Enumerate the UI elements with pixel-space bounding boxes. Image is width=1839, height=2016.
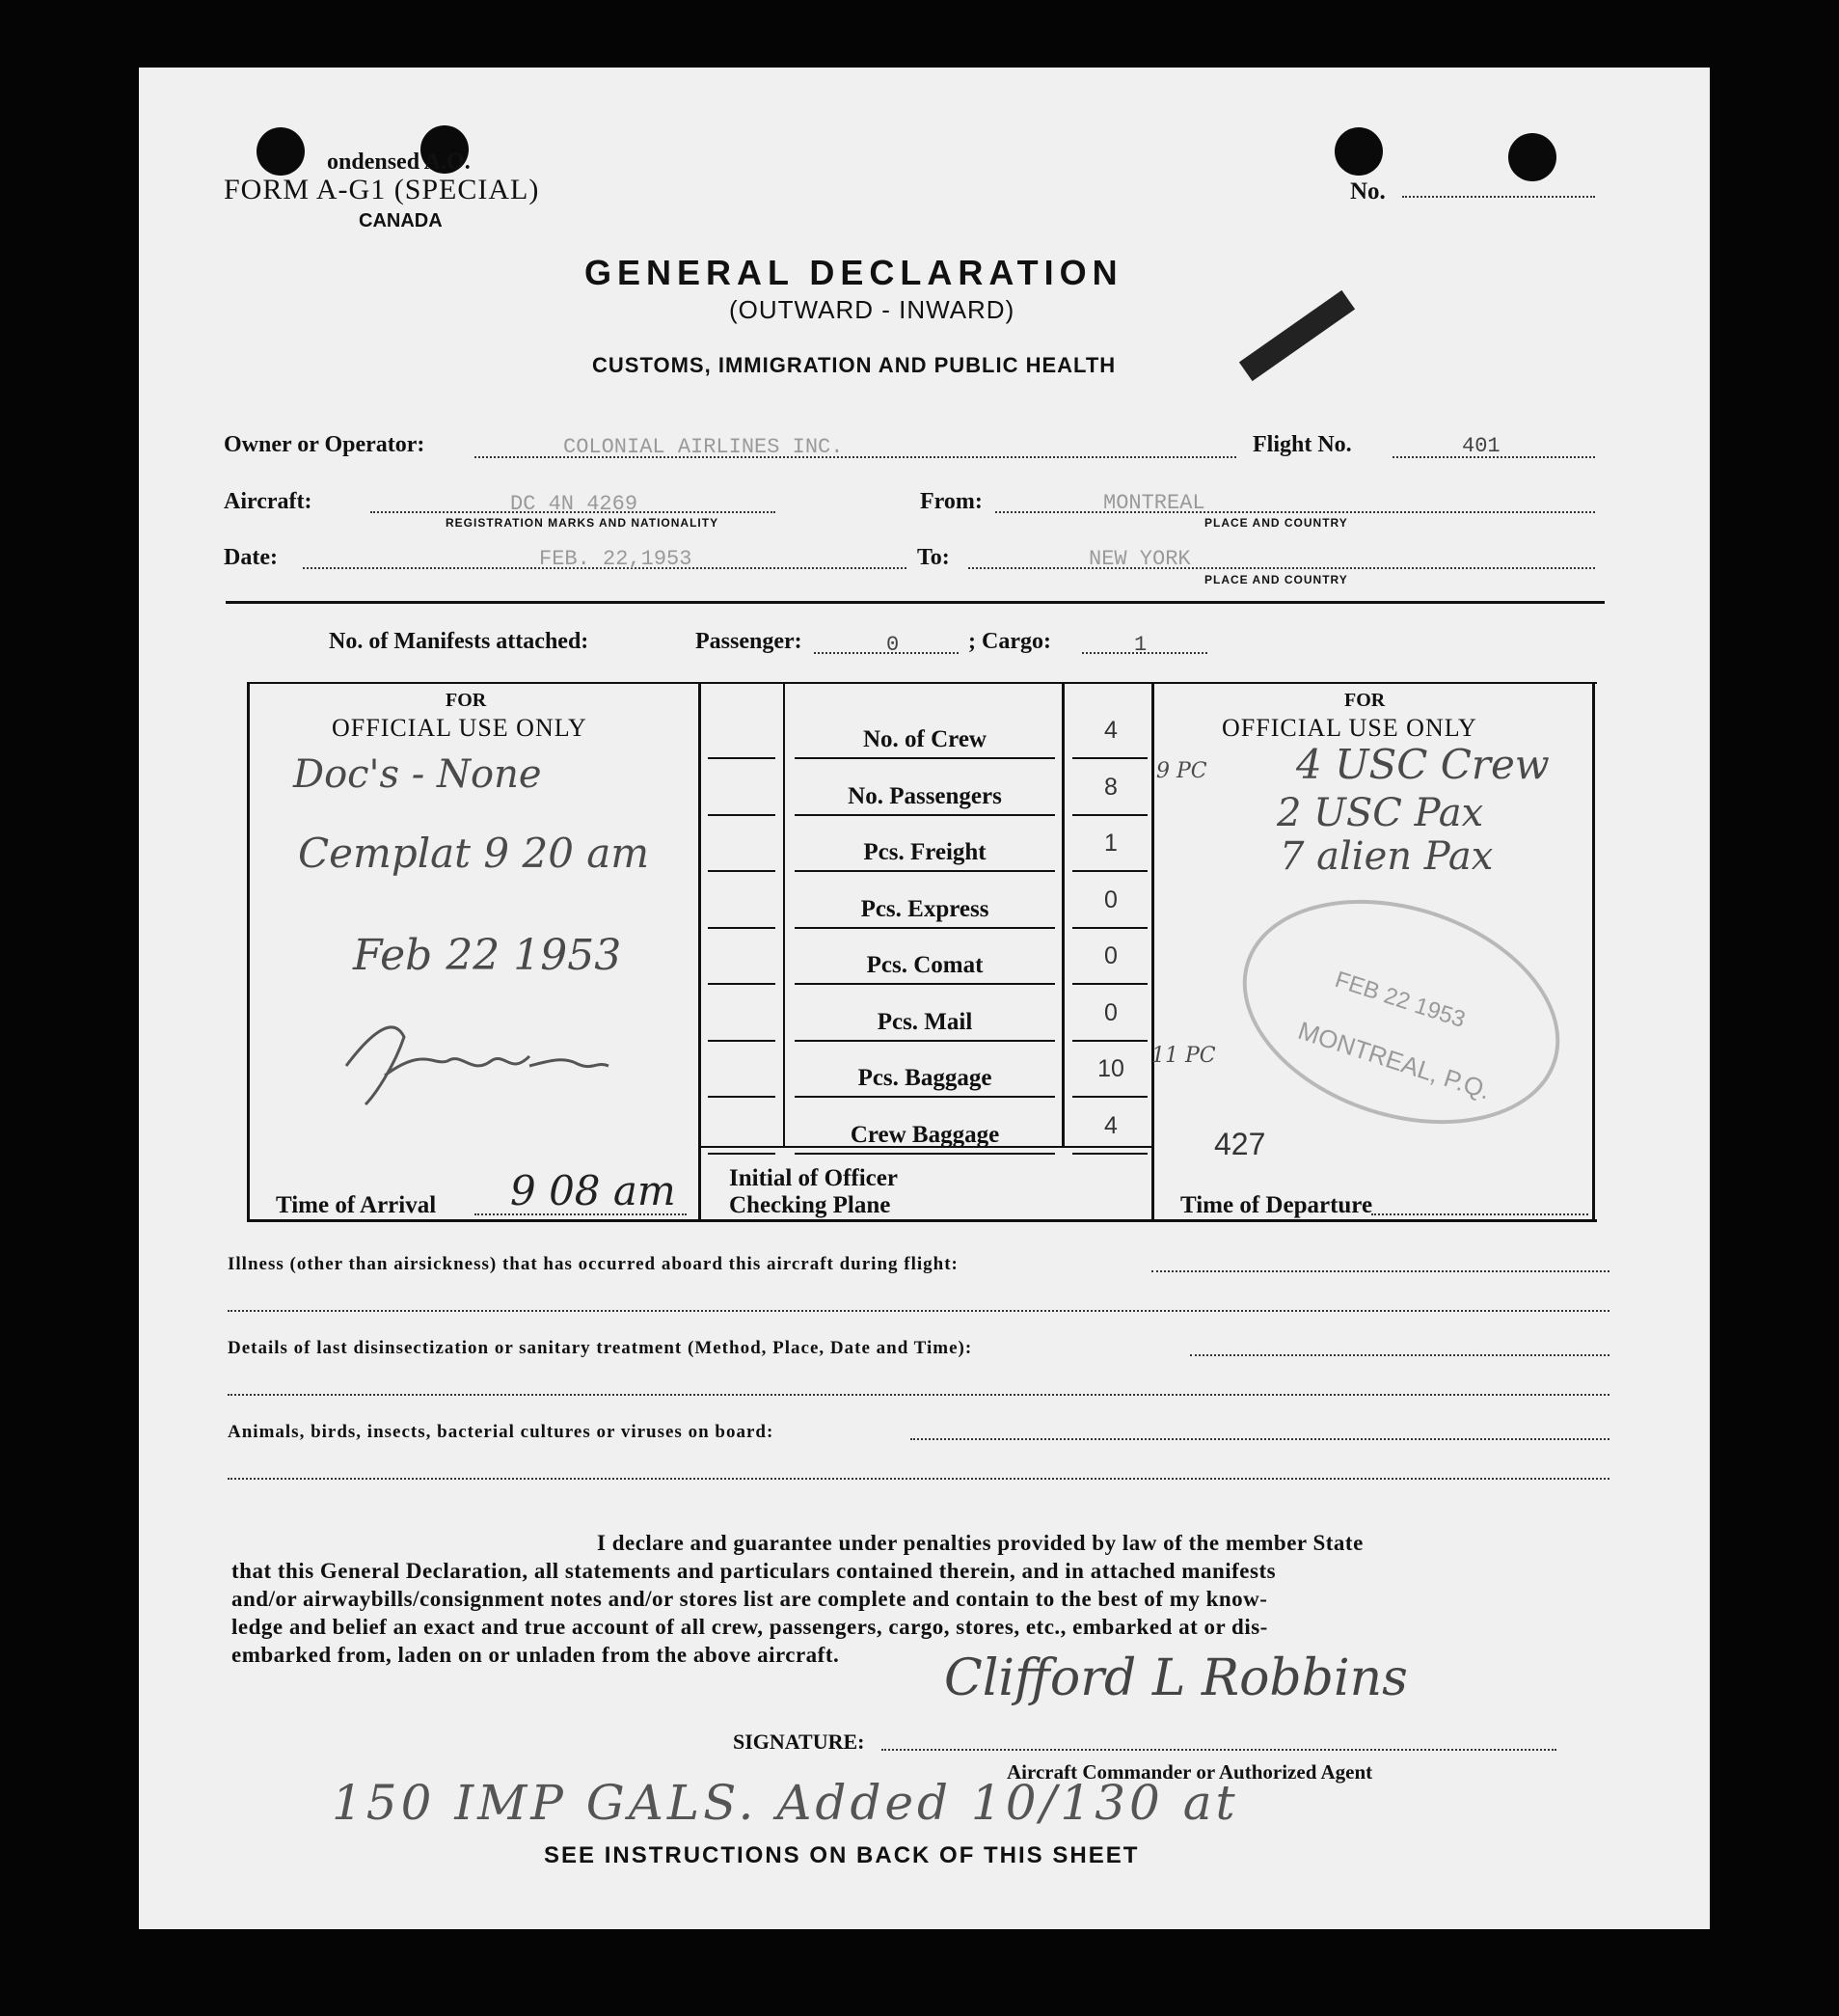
owner-label: Owner or Operator: <box>224 432 425 457</box>
routing-stamp <box>1239 290 1355 381</box>
handwritten-note-pax: 2 USC Pax <box>1277 791 1484 835</box>
form-subject: CUSTOMS, IMMIGRATION AND PUBLIC HEALTH <box>592 353 1117 377</box>
row-rule <box>1072 814 1148 816</box>
owner-value: COLONIAL AIRLINES INC. <box>563 435 844 459</box>
table-col3 <box>1062 682 1065 1147</box>
handwritten-baggage-note: 11 PC <box>1151 1044 1216 1068</box>
row-rule <box>795 1040 1055 1042</box>
declaration-line-5: embarked from, laden on or unladen from the above aircraft. <box>231 1643 840 1667</box>
form-subtitle: (OUTWARD - INWARD) <box>729 295 1015 324</box>
declaration-line-1: I declare and guarantee under penalties provided by law of the member State <box>597 1531 1364 1555</box>
customs-stamp-date: FEB 22 1953 <box>1332 967 1469 1034</box>
row-label: Crew Baggage <box>850 1122 1000 1148</box>
disinsection-line-1 <box>1190 1354 1609 1356</box>
from-line <box>995 511 1595 513</box>
fuel-note: 150 IMP GALS. Added 10/130 at <box>332 1775 1239 1831</box>
row-rule <box>708 870 775 872</box>
divider <box>226 601 1605 604</box>
row-rule <box>795 757 1055 759</box>
row-rule <box>708 1153 775 1155</box>
row-value: 4 <box>1104 717 1118 744</box>
manifests-passenger-label: Passenger: <box>695 629 802 654</box>
form-no-label: No. <box>1350 178 1386 204</box>
row-rule <box>708 1040 775 1042</box>
row-value: 0 <box>1104 999 1118 1026</box>
row-value: 0 <box>1104 942 1118 969</box>
table-col1 <box>698 682 701 1222</box>
flight-label: Flight No. <box>1253 432 1352 457</box>
punch-hole <box>1508 133 1556 181</box>
handwritten-note-alien: 7 alien Pax <box>1280 834 1494 879</box>
signature-handwritten: Clifford L Robbins <box>944 1649 1408 1707</box>
officer-initial-label-1: Initial of Officer <box>729 1165 898 1191</box>
row-label: Pcs. Baggage <box>857 1065 992 1091</box>
left-official-header-2: OFFICIAL USE ONLY <box>332 714 587 742</box>
disinsection-line-2 <box>228 1394 1609 1396</box>
table-top <box>247 682 1597 684</box>
manifests-label: No. of Manifests attached: <box>329 629 589 654</box>
form-designation-line1: ondensed A.O. <box>327 150 471 175</box>
from-caption: PLACE AND COUNTRY <box>1204 516 1348 530</box>
customs-stamp <box>1214 861 1589 1162</box>
handwritten-note-complete: Cemplat 9 20 am <box>298 830 650 877</box>
row-rule <box>795 1153 1055 1155</box>
to-value: NEW YORK <box>1089 547 1191 571</box>
right-official-header-1: FOR <box>1344 690 1386 711</box>
row-label: Pcs. Comat <box>866 952 984 978</box>
arrival-value: 9 08 am <box>510 1167 676 1214</box>
row-rule <box>795 814 1055 816</box>
arrival-label: Time of Arrival <box>276 1192 437 1218</box>
right-official-header-2: OFFICIAL USE ONLY <box>1222 714 1477 742</box>
manifests-passenger-value: 0 <box>886 633 900 657</box>
signature-caption: Aircraft Commander or Authorized Agent <box>1007 1760 1373 1784</box>
disinsection-label: Details of last disinsectization or sanitary treatment (Method, Place, Date and Time): <box>228 1338 973 1358</box>
row-label: Pcs. Mail <box>877 1009 973 1035</box>
handwritten-note-date: Feb 22 1953 <box>353 931 622 980</box>
signature-line <box>881 1749 1556 1751</box>
table-bottom <box>247 1219 1597 1222</box>
to-line <box>968 567 1595 569</box>
table-col2 <box>783 682 785 1147</box>
handwritten-officer-initials <box>337 1008 616 1114</box>
illness-line-1 <box>1151 1270 1609 1272</box>
row-value: 0 <box>1104 886 1118 913</box>
row-rule <box>1072 757 1148 759</box>
row-value: 10 <box>1097 1055 1124 1082</box>
form-title: GENERAL DECLARATION <box>584 253 1123 292</box>
illness-label: Illness (other than airsickness) that has occurred aboard this aircraft during flight: <box>228 1254 959 1274</box>
aircraft-caption: REGISTRATION MARKS AND NATIONALITY <box>446 516 719 530</box>
form-sheet <box>139 68 1710 1929</box>
animals-line-2 <box>228 1478 1609 1480</box>
departure-label: Time of Departure <box>1180 1192 1373 1218</box>
aircraft-value: DC 4N 4269 <box>510 492 638 516</box>
aircraft-label: Aircraft: <box>224 489 312 514</box>
from-label: From: <box>920 489 983 514</box>
signature-label: SIGNATURE: <box>733 1730 865 1754</box>
handwritten-pass-note: 9 PC <box>1156 759 1207 783</box>
row-label: No. of Crew <box>863 726 987 752</box>
row-rule <box>708 927 775 929</box>
table-right <box>1592 682 1595 1222</box>
animals-label: Animals, birds, insects, bacterial cultures or viruses on board: <box>228 1422 774 1442</box>
handwritten-note-docs: Doc's - None <box>293 752 542 797</box>
from-value: MONTREAL <box>1103 491 1205 515</box>
footer-instructions: SEE INSTRUCTIONS ON BACK OF THIS SHEET <box>544 1842 1140 1868</box>
row-rule <box>795 1096 1055 1098</box>
row-rule <box>1072 927 1148 929</box>
handwritten-note-crew: 4 USC Crew <box>1296 741 1550 788</box>
row-rule <box>1072 1096 1148 1098</box>
illness-line-2 <box>228 1310 1609 1312</box>
officer-initial-label-2: Checking Plane <box>729 1192 891 1218</box>
date-value: FEB. 22,1953 <box>539 547 692 571</box>
row-rule <box>795 927 1055 929</box>
row-rule <box>1072 1040 1148 1042</box>
row-value: 4 <box>1104 1112 1118 1139</box>
departure-line <box>1371 1213 1588 1215</box>
row-value: 8 <box>1104 774 1118 801</box>
form-designation: FORM A-G1 (SPECIAL) <box>224 174 540 205</box>
form-no-line <box>1402 196 1595 198</box>
left-official-header-1: FOR <box>446 690 487 711</box>
row-rule <box>708 814 775 816</box>
punch-hole <box>257 127 305 176</box>
declaration-line-3: and/or airwaybills/consignment notes and/or stores list are complete and contain to the best of my know- <box>231 1587 1268 1611</box>
table-left <box>247 682 250 1222</box>
row-label: No. Passengers <box>848 783 1002 809</box>
declaration-line-4: ledge and belief an exact and true account of all crew, passengers, cargo, stores, etc., embarked at or dis- <box>231 1615 1268 1639</box>
row-label: Pcs. Freight <box>863 839 987 865</box>
flight-value: 401 <box>1462 434 1501 458</box>
row-rule <box>708 1096 775 1098</box>
row-rule <box>1072 1153 1148 1155</box>
to-caption: PLACE AND COUNTRY <box>1204 573 1348 586</box>
departure-number: 427 <box>1214 1127 1266 1161</box>
customs-stamp-city: MONTREAL, P.Q. <box>1294 1015 1495 1105</box>
row-rule <box>795 870 1055 872</box>
row-rule <box>708 757 775 759</box>
to-label: To: <box>917 545 950 570</box>
row-rule <box>708 983 775 985</box>
row-value: 1 <box>1104 830 1118 857</box>
animals-line-1 <box>910 1438 1609 1440</box>
form-country: CANADA <box>359 210 443 232</box>
table-col4 <box>1151 682 1154 1222</box>
declaration-line-2: that this General Declaration, all statements and particulars contained therein, and in attached manifests <box>231 1559 1277 1583</box>
row-rule <box>795 983 1055 985</box>
manifests-cargo-label: ; Cargo: <box>968 629 1051 654</box>
row-rule <box>1072 870 1148 872</box>
row-rule <box>1072 983 1148 985</box>
row-label: Pcs. Express <box>860 896 989 922</box>
punch-hole <box>1335 127 1383 176</box>
manifests-cargo-value: 1 <box>1134 633 1148 657</box>
date-label: Date: <box>224 545 278 570</box>
